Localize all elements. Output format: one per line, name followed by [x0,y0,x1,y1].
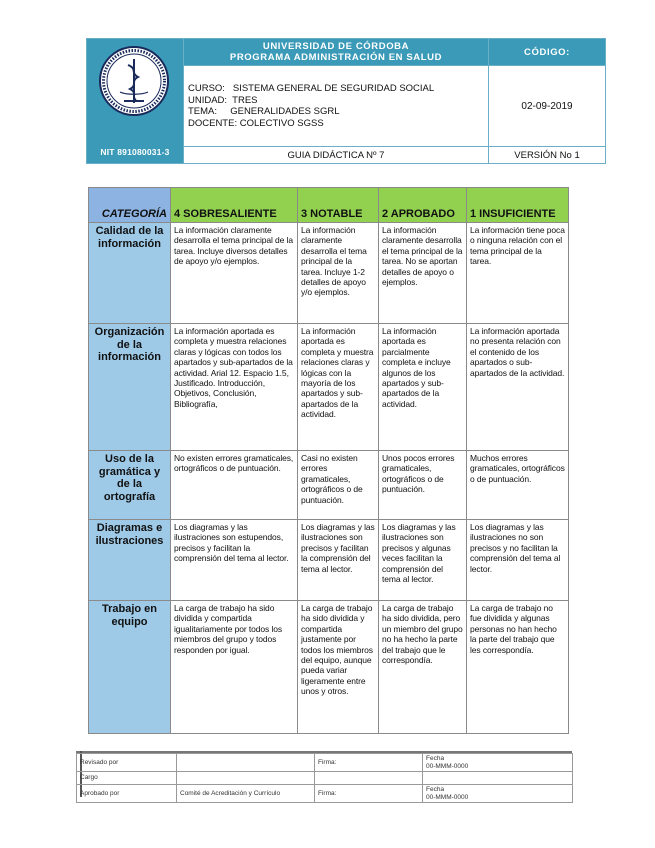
criteria-cell: La información aportada es completa y muestra relaciones claras y lógicas con todos los apartados y sub-apartados de la actividad. Arial 12. Espacio 1.5, Justificado. Introducción, Objetivos, Conclusión, Bibliografía, [171,324,298,451]
footer-date-cell [423,754,573,772]
footer-signature: Firma: [315,785,423,803]
category-cell: Uso de la gramática y de la ortografía [89,451,171,520]
teacher-line: DOCENTE: COLECTIVO SGSS [188,117,324,129]
university-seal-icon [98,45,170,117]
table-row [89,451,569,520]
codigo-label: CÓDIGO: [489,39,606,66]
criteria-cell: La información aportada es completa y muestra relaciones claras y lógicas con la mayoría de los apartados y sub-apartados de la actividad. [298,324,379,451]
criteria-cell: La carga de trabajo ha sido dividida y compartida justamente por todos los miembros del equipo, aunque pueda variar ligeramente entre unos y otros. [298,601,379,734]
criteria-cell: Muchos errores gramaticales, ortográficos o de puntuación. [467,451,569,520]
footer-date-label: Fecha [426,755,445,762]
document-header [86,38,606,164]
footer-signature [315,772,423,785]
approval-footer-table [76,753,573,803]
footer-value [177,772,315,785]
program-name: PROGRAMA ADMINISTRACIÓN EN SALUD [229,52,443,63]
criteria-cell: La carga de trabajo ha sido dividida, pero un miembro del grupo no ha hecho la parte del trabajo que le correspondía. [379,601,467,734]
criteria-cell: La información claramente desarrolla el tema principal de la tarea. Incluye 1-2 detalles de apoyo y/o ejemplos. [298,223,379,324]
table-row [89,324,569,451]
footer-label: Aprobado por [77,785,177,803]
footer-row [77,754,573,772]
footer-value [177,754,315,772]
footer-date-label: Fecha [426,786,445,793]
footer-label: Cargo [77,772,177,785]
criteria-cell: No existen errores gramaticales, ortográficos o de puntuación. [171,451,298,520]
category-cell: Organización de la información [89,324,171,451]
criteria-cell: Los diagramas y las ilustraciones no son precisos y no facilitan la comprensión del tema al lector. [467,520,569,601]
nit-label: NIT 891080031-3 [100,147,170,157]
table-row [89,520,569,601]
header-level-1: 1 INSUFICIENTE [467,188,569,223]
header-level-4: 4 SOBRESALIENTE [171,188,298,223]
footer-row [77,785,573,803]
rubric-table [88,187,569,734]
criteria-cell: La información aportada es parcialmente completa e incluye algunos de los apartados y sub-apartados de la actividad. [379,324,467,451]
category-cell: Diagramas e ilustraciones [89,520,171,601]
header-category: CATEGORÍA [89,188,171,223]
criteria-cell: Unos pocos errores gramaticales, ortográficos o de puntuación. [379,451,467,520]
unit-line: UNIDAD: TRES [188,94,258,106]
criteria-cell: La información claramente desarrolla el tema principal de la tarea. No se aportan detalles de apoyo o ejemplos. [379,223,467,324]
footer-value: Comité de Acreditación y Currículo [177,785,315,803]
category-cell: Calidad de la información [89,223,171,324]
criteria-cell: La información tiene poca o ninguna relación con el tema principal de la tarea. [467,223,569,324]
course-line: CURSO: SISTEMA GENERAL DE SEGURIDAD SOCIAL [188,83,435,94]
footer-label: Revisado por [77,754,177,772]
university-title-cell [184,39,489,66]
criteria-cell: Casi no existen errores gramaticales, ortográficos o de puntuación. [298,451,379,520]
criteria-cell: La información aportada no presenta relación con el contenido de los apartados o sub-apartados de la actividad. [467,324,569,451]
criteria-cell: Los diagramas y las ilustraciones son precisos y facilitan la comprensión del tema al lector. [298,520,379,601]
rubric-header-row [89,188,569,223]
category-cell: Trabajo en equipo [89,601,171,734]
logo-cell [87,39,184,164]
topic-line: TEMA: GENERALIDADES SGRL [188,106,340,117]
header-level-2: 2 APROBADO [379,188,467,223]
course-info-cell [184,66,489,147]
table-row [89,223,569,324]
header-level-3: 3 NOTABLE [298,188,379,223]
footer-row [77,772,573,785]
criteria-cell: La carga de trabajo no fue dividida y algunas personas no han hecho la parte del trabajo que les correspondía. [467,601,569,734]
guide-number: GUIA DIDÁCTICA Nº 7 [184,147,489,164]
date-value: 02-09-2019 [489,66,606,147]
criteria-cell: La información claramente desarrolla el tema principal de la tarea. Incluye diversos detalles de apoyo y/o ejemplos. [171,223,298,324]
footer-signature: Firma: [315,754,423,772]
footer-date-cell [423,772,573,785]
footer-date-value: 00-MMM-0000 [426,762,469,770]
criteria-cell: La carga de trabajo ha sido dividida y compartida igualitariamente por todos los miembros del grupo y todos responden por igual. [171,601,298,734]
table-row [89,601,569,734]
criteria-cell: Los diagramas y las ilustraciones son estupendos, precisos y facilitan la comprensión del tema al lector. [171,520,298,601]
footer-date-value: 00-MMM-0000 [426,793,469,801]
footer-date-cell [423,785,573,803]
criteria-cell: Los diagramas y las ilustraciones son precisos y algunas veces facilitan la comprensión del tema al lector. [379,520,467,601]
version-label: VERSIÓN No 1 [489,147,606,164]
university-name: UNIVERSIDAD DE CÓRDOBA [262,41,410,52]
